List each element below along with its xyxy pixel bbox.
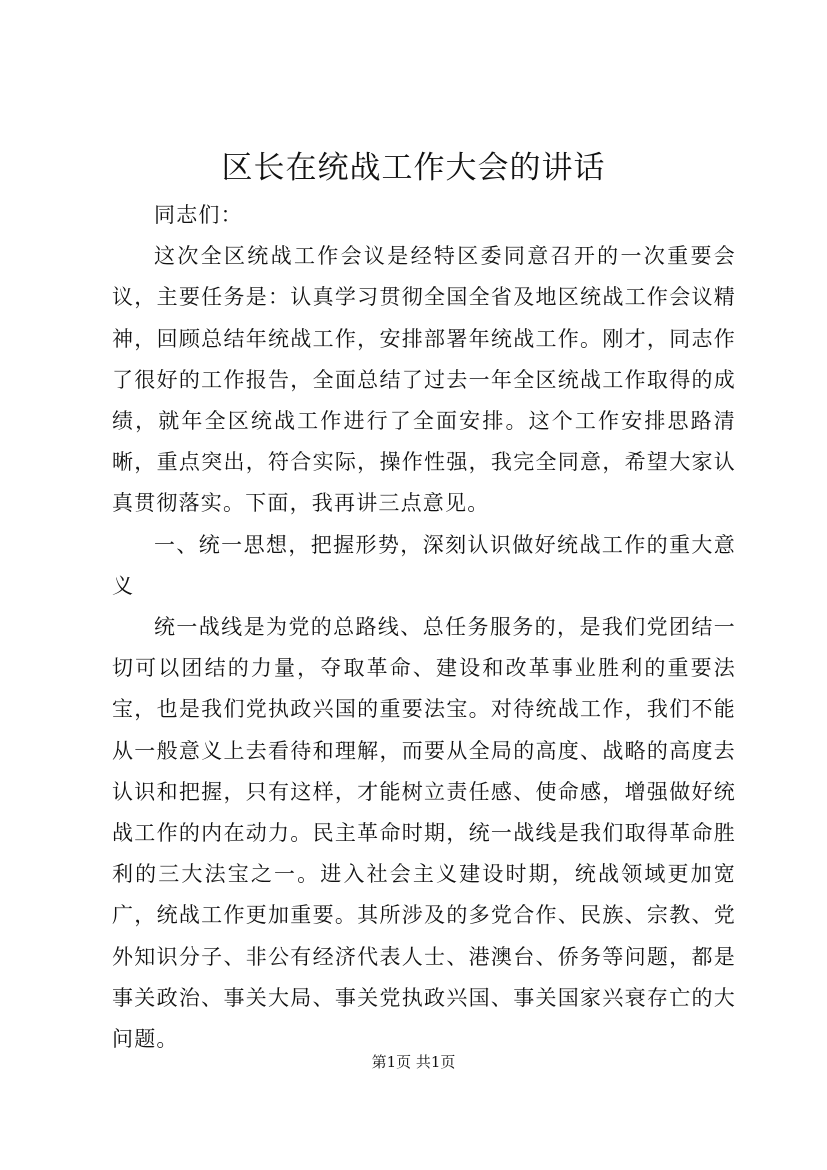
section-heading: 一、统一思想，把握形势，深刻认识做好统战工作的重大意义 [112,532,736,598]
page-footer: 第1页 共1页 [371,1053,456,1071]
document-body [112,195,736,1060]
intro-paragraph: 这次全区统战工作会议是经特区委同意召开的一次重要会议，主要任务是：认真学习贯彻全国全省及地区统战工作会议精神，回顾总结年统战工作，安排部署年统战工作。刚才，同志作了很好的工作报告，全面总结了过去一年全区统战工作取得的成绩，就年全区统战工作进行了全面安排。这个工作安排思路清晰，重点突出，符合实际，操作性强，我完全同意，希望大家认真贯彻落实。下面，我再讲三点意见。 [112,244,736,516]
document-title: 区长在统战工作大会的讲话 [221,150,606,186]
body-paragraph: 统一战线是为党的总路线、总任务服务的，是我们党团结一切可以团结的力量，夺取革命、建设和改革事业胜利的重要法宝，也是我们党执政兴国的重要法宝。对待统战工作，我们不能从一般意义上去看待和理解，而要从全局的高度、战略的高度去认识和把握，只有这样，才能树立责任感、使命感，增强做好统战工作的内在动力。民主革命时期，统一战线是我们取得革命胜利的三大法宝之一。进入社会主义建设时期，统战领域更加宽广，统战工作更加重要。其所涉及的多党合作、民族、宗教、党外知识分子、非公有经济代表人士、港澳台、侨务等问题，都是事关政治、事关大局、事关党执政兴国、事关国家兴衰存亡的大问题。 [112,615,736,1052]
salutation-paragraph: 同志们： [154,203,243,227]
